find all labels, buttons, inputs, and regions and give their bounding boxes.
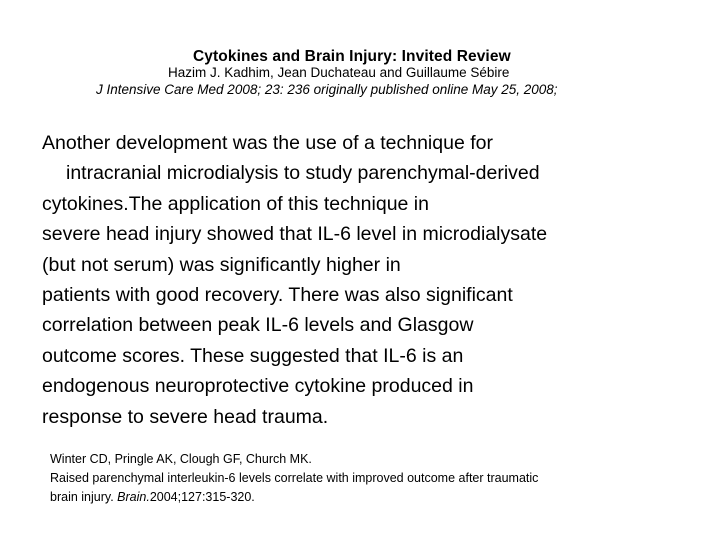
body-line: response to severe head trauma. bbox=[42, 405, 329, 428]
body-line: outcome scores. These suggested that IL-6 is an bbox=[42, 344, 464, 367]
reference-source bbox=[50, 488, 710, 507]
body-line: Another development was the use of a technique for bbox=[42, 132, 493, 154]
paper-journal-info: J Intensive Care Med 2008; 23: 236 originally published online May 25, 2008; bbox=[96, 82, 558, 97]
reference-title: Raised parenchymal interleukin-6 levels correlate with improved outcome after traumatic bbox=[50, 471, 539, 485]
slide-body-text bbox=[42, 128, 702, 432]
reference-citation bbox=[50, 450, 710, 507]
body-line: (but not serum) was significantly higher in bbox=[42, 253, 401, 276]
body-line: intracranial microdialysis to study parenchymal-derived bbox=[66, 162, 540, 185]
reference-authors: Winter CD, Pringle AK, Clough GF, Church MK. bbox=[50, 452, 312, 466]
reference-volume-pages: 2004;127:315-320. bbox=[149, 490, 255, 504]
body-line: cytokines.The application of this technique in bbox=[42, 192, 429, 215]
body-line: endogenous neuroprotective cytokine produced in bbox=[42, 375, 474, 398]
body-line: patients with good recovery. There was also significant bbox=[42, 284, 513, 307]
body-line: correlation between peak IL-6 levels and Glasgow bbox=[42, 314, 474, 337]
reference-title-cont: brain injury. bbox=[50, 490, 114, 504]
paper-authors: Hazim J. Kadhim, Jean Duchateau and Guillaume Sébire bbox=[168, 65, 510, 80]
body-line: severe head injury showed that IL-6 level in microdialysate bbox=[42, 223, 548, 246]
paper-title: Cytokines and Brain Injury: Invited Review bbox=[193, 48, 511, 65]
reference-journal-name: Brain. bbox=[117, 490, 150, 504]
